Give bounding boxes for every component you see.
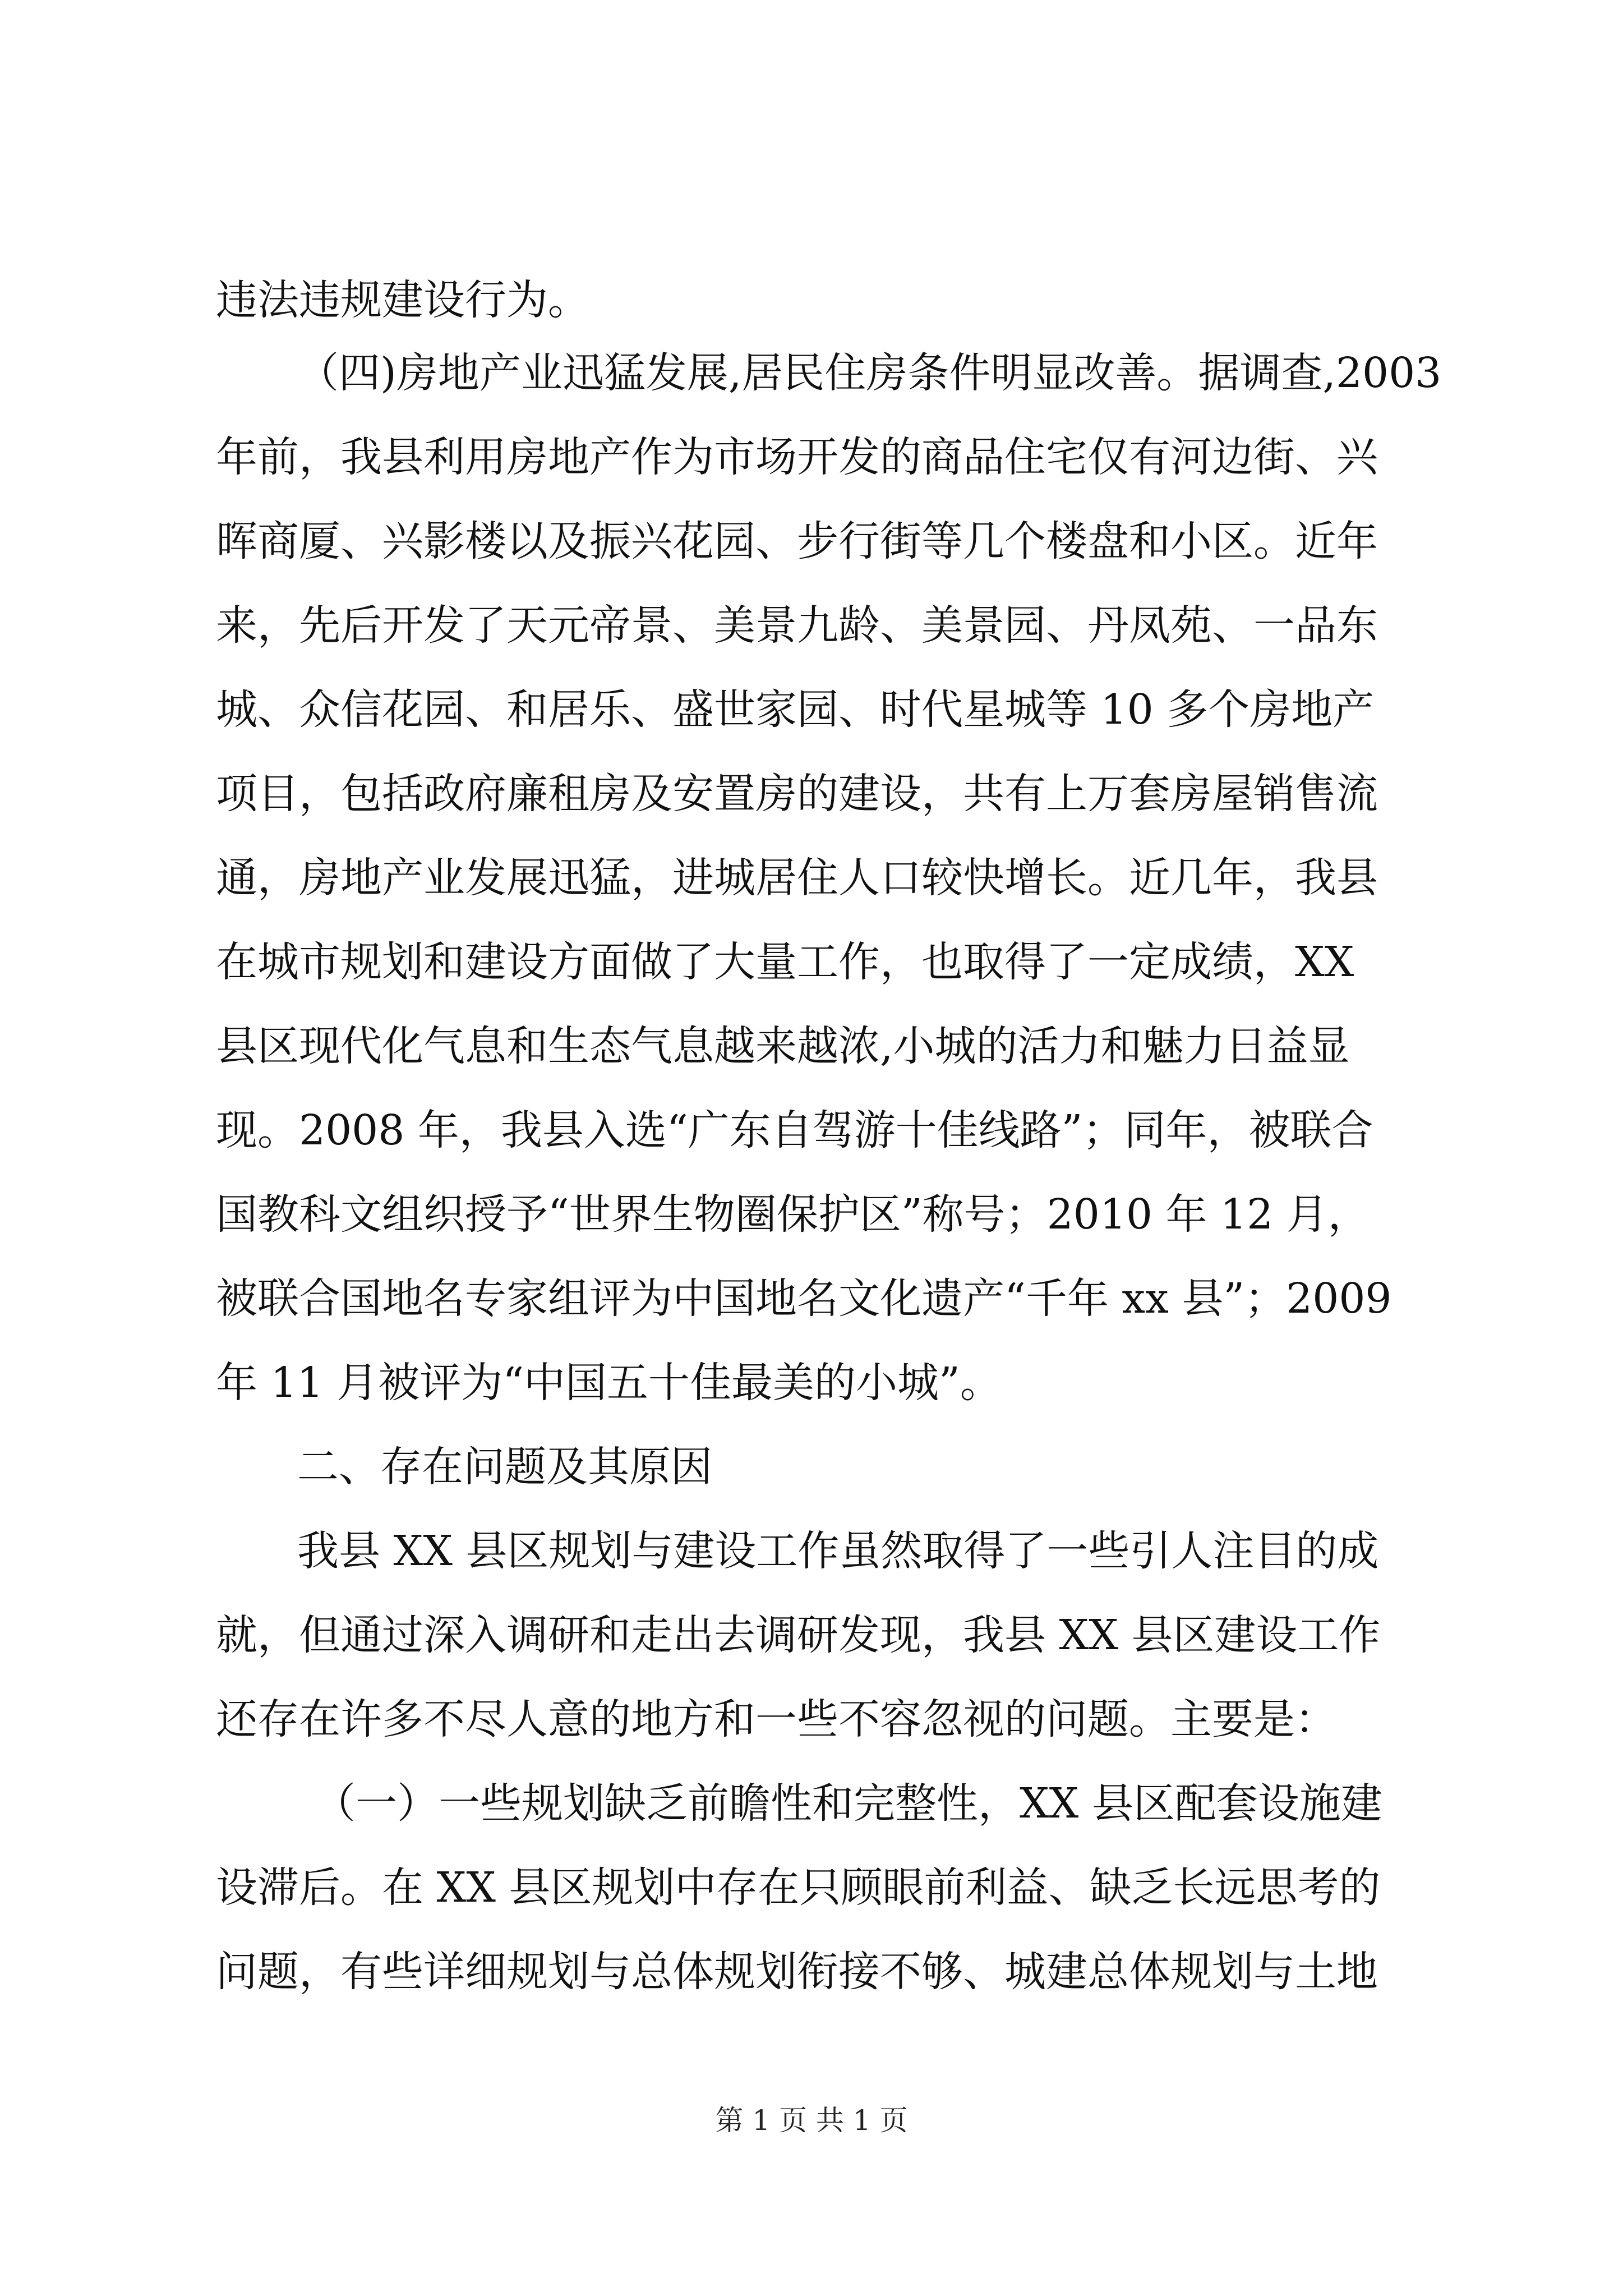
text-line: 来，先后开发了天元帝景、美景九龄、美景园、丹凤苑、一品东	[216, 601, 1378, 650]
page-footer: 第 1 页 共 1 页	[715, 2104, 908, 2137]
text-line: 就，但通过深入调研和走出去调研发现，我县 XX 县区建设工作	[216, 1611, 1381, 1659]
text-line: 违法违规建设行为。	[216, 276, 589, 324]
text-line: 问题，有些详细规划与总体规划衔接不够、城建总体规划与土地	[216, 1948, 1378, 1996]
text-line: 县区现代化气息和生态气息越来越浓,小城的活力和魅力日益显	[216, 1022, 1350, 1070]
section-heading: 二、存在问题及其原因	[297, 1443, 712, 1491]
text-line: 被联合国地名专家组评为中国地名文化遗产“千年 xx 县”；2009	[216, 1274, 1392, 1323]
text-line: 晖商厦、兴影楼以及振兴花园、步行街等几个楼盘和小区。近年	[216, 517, 1378, 565]
text-line: 国教科文组织授予“世界生物圈保护区”称号；2010 年 12 月，	[216, 1190, 1370, 1239]
text-line: 设滞后。在 XX 县区规划中存在只顾眼前利益、缺乏长远思考的	[216, 1864, 1381, 1912]
text-line: 我县 XX 县区规划与建设工作虽然取得了一些引人注目的成	[297, 1527, 1379, 1575]
text-line: 年 11 月被评为“中国五十佳最美的小城”。	[216, 1359, 1002, 1407]
text-line: 项目，包括政府廉租房及安置房的建设，共有上万套房屋销售流	[216, 770, 1378, 818]
text-line: 在城市规划和建设方面做了大量工作，也取得了一定成绩，XX	[216, 938, 1354, 986]
text-line: （一）一些规划缺乏前瞻性和完整性，XX 县区配套设施建	[314, 1779, 1382, 1828]
text-line: 通，房地产业发展迅猛，进城居住人口较快增长。近几年，我县	[216, 854, 1378, 902]
text-line: 还存在许多不尽人意的地方和一些不容忽视的问题。主要是：	[216, 1695, 1336, 1743]
text-line: 城、众信花园、和居乐、盛世家园、时代星城等 10 多个房地产	[216, 685, 1375, 734]
text-line: （四)房地产业迅猛发展,居民住房条件明显改善。据调查,2003	[297, 349, 1442, 397]
text-line: 现。2008 年，我县入选“广东自驾游十佳线路”；同年，被联合	[216, 1106, 1373, 1154]
text-line: 年前，我县利用房地产作为市场开发的商品住宅仅有河边街、兴	[216, 433, 1378, 481]
